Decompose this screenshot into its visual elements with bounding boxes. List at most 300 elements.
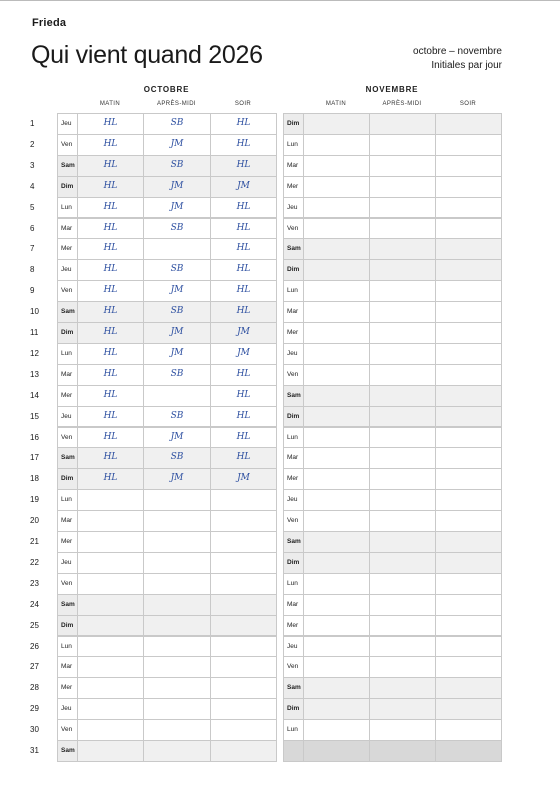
column-header: MATIN	[325, 101, 347, 107]
slot-cell[interactable]	[435, 134, 502, 156]
slot-cell[interactable]	[435, 301, 502, 323]
slot-cell[interactable]	[143, 176, 211, 198]
slot-cell[interactable]	[77, 134, 144, 156]
day-number: 19	[30, 495, 39, 505]
weekday-cell: Lun	[283, 134, 304, 156]
slot-cell[interactable]	[303, 280, 370, 302]
slot-cell[interactable]	[143, 740, 211, 762]
slot-cell[interactable]	[303, 552, 370, 574]
slot-cell[interactable]	[210, 468, 277, 490]
date-range: octobre – novembre	[413, 46, 502, 57]
weekday-cell: Mar	[283, 155, 304, 177]
weekday-cell: Jeu	[283, 343, 304, 365]
slot-cell[interactable]	[369, 176, 436, 198]
slot-cell[interactable]	[143, 489, 211, 511]
slot-cell[interactable]	[77, 740, 144, 762]
slot-cell[interactable]	[369, 698, 436, 720]
slot-cell[interactable]	[143, 113, 211, 135]
slot-cell[interactable]	[210, 698, 277, 720]
slot-cell[interactable]	[435, 468, 502, 490]
weekday-cell: Mer	[283, 176, 304, 198]
slot-cell[interactable]	[143, 385, 211, 407]
weekday-cell: Ven	[57, 719, 78, 741]
month-title: OCTOBRE	[143, 85, 190, 94]
slot-cell[interactable]	[369, 615, 436, 637]
slot-cell[interactable]	[143, 447, 211, 469]
slot-cell[interactable]	[435, 636, 502, 658]
initials: SB	[170, 159, 184, 170]
slot-cell[interactable]	[210, 740, 277, 762]
slot-cell[interactable]	[435, 238, 502, 260]
weekday-cell: Dim	[57, 322, 78, 344]
slot-cell[interactable]	[143, 406, 211, 428]
initials: SB	[170, 264, 184, 275]
slot-cell[interactable]	[210, 176, 277, 198]
slot-cell[interactable]	[369, 134, 436, 156]
initials: HL	[236, 138, 251, 149]
slot-cell[interactable]	[303, 656, 370, 678]
slot-cell[interactable]	[303, 385, 370, 407]
slot-cell[interactable]	[303, 594, 370, 616]
slot-cell[interactable]	[369, 238, 436, 260]
slot-cell[interactable]	[143, 468, 211, 490]
day-number: 15	[30, 411, 39, 421]
slot-cell[interactable]	[435, 427, 502, 449]
slot-cell[interactable]	[435, 594, 502, 616]
slot-cell[interactable]	[303, 489, 370, 511]
slot-cell[interactable]	[77, 176, 144, 198]
slot-cell[interactable]	[210, 322, 277, 344]
initials: HL	[236, 431, 251, 442]
slot-cell[interactable]	[143, 197, 211, 219]
slot-cell[interactable]	[210, 447, 277, 469]
slot-cell[interactable]	[303, 238, 370, 260]
weekday-cell: Lun	[57, 636, 78, 658]
slot-cell[interactable]	[210, 510, 277, 532]
initials: HL	[103, 222, 118, 233]
slot-cell[interactable]	[210, 531, 277, 553]
slot-cell[interactable]	[143, 594, 211, 616]
slot-cell[interactable]	[435, 698, 502, 720]
day-number: 27	[30, 662, 39, 672]
weekday-cell: Jeu	[283, 636, 304, 658]
slot-cell[interactable]	[210, 280, 277, 302]
slot-cell[interactable]	[369, 343, 436, 365]
slot-cell[interactable]	[77, 573, 144, 595]
initials: HL	[103, 180, 118, 191]
slot-cell[interactable]	[143, 259, 211, 281]
weekday-cell: Ven	[57, 573, 78, 595]
slot-cell[interactable]	[369, 677, 436, 699]
day-number: 29	[30, 704, 39, 714]
slot-cell[interactable]	[210, 259, 277, 281]
initials: HL	[236, 118, 251, 128]
slot-cell[interactable]	[77, 218, 144, 240]
weekday-cell: Lun	[283, 280, 304, 302]
day-number: 6	[30, 223, 35, 233]
slot-cell[interactable]	[369, 197, 436, 219]
slot-cell[interactable]	[435, 573, 502, 595]
initials: HL	[103, 159, 118, 170]
slot-cell[interactable]	[303, 218, 370, 240]
initials: HL	[236, 222, 251, 233]
slot-cell[interactable]	[369, 385, 436, 407]
column-header: APRÈS-MIDI	[156, 101, 196, 107]
day-number: 26	[30, 641, 39, 651]
initials: JM	[170, 327, 184, 337]
slot-cell[interactable]	[77, 406, 144, 428]
slot-cell[interactable]	[210, 573, 277, 595]
slot-cell[interactable]	[303, 510, 370, 532]
initials: SB	[170, 118, 184, 128]
slot-cell[interactable]	[77, 113, 144, 135]
weekday-cell: Dim	[283, 259, 304, 281]
weekday-cell: Lun	[283, 719, 304, 741]
slot-cell[interactable]	[210, 406, 277, 428]
slot-cell[interactable]	[303, 322, 370, 344]
slot-cell[interactable]	[210, 113, 277, 135]
page-meta	[413, 45, 502, 73]
slot-cell[interactable]	[369, 218, 436, 240]
initials: JM	[237, 180, 250, 191]
slot-cell[interactable]	[77, 155, 144, 177]
day-number: 21	[30, 537, 39, 546]
slot-cell[interactable]	[210, 636, 277, 658]
slot-cell[interactable]	[77, 238, 144, 260]
slot-cell[interactable]	[143, 615, 211, 637]
slot-cell[interactable]	[143, 531, 211, 553]
slot-cell[interactable]	[303, 406, 370, 428]
slot-cell[interactable]	[435, 489, 502, 511]
slot-cell[interactable]	[435, 343, 502, 365]
day-number: 9	[30, 286, 35, 296]
slot-cell[interactable]	[369, 552, 436, 574]
slot-cell[interactable]	[435, 740, 502, 762]
weekday-cell: Jeu	[57, 259, 78, 281]
slot-cell[interactable]	[435, 656, 502, 678]
weekday-cell: Dim	[283, 552, 304, 574]
slot-cell[interactable]	[435, 406, 502, 428]
slot-cell[interactable]	[143, 510, 211, 532]
day-number: 22	[30, 557, 39, 567]
weekday-cell: Mer	[57, 238, 78, 260]
weekday-cell: Sam	[57, 594, 78, 616]
slot-cell[interactable]	[303, 698, 370, 720]
slot-cell[interactable]	[303, 573, 370, 595]
slot-cell[interactable]	[303, 197, 370, 219]
initials: JM	[170, 347, 184, 358]
slot-cell[interactable]	[77, 552, 144, 574]
slot-cell[interactable]	[210, 197, 277, 219]
slot-cell[interactable]	[369, 301, 436, 323]
slot-cell[interactable]	[143, 719, 211, 741]
slot-cell[interactable]	[143, 218, 211, 240]
initials: HL	[236, 389, 251, 400]
weekday-cell: Mer	[57, 677, 78, 699]
slot-cell[interactable]	[77, 677, 144, 699]
day-number: 25	[30, 620, 39, 630]
slot-cell[interactable]	[77, 489, 144, 511]
slot-cell[interactable]	[143, 155, 211, 177]
slot-cell[interactable]	[435, 447, 502, 469]
slot-cell[interactable]	[369, 155, 436, 177]
slot-cell[interactable]	[210, 489, 277, 511]
slot-cell[interactable]	[303, 113, 370, 135]
initials: JM	[170, 180, 184, 191]
slot-cell[interactable]	[303, 447, 370, 469]
slot-cell[interactable]	[210, 677, 277, 699]
initials: HL	[103, 452, 118, 463]
slot-cell[interactable]	[77, 719, 144, 741]
slot-cell[interactable]	[143, 427, 211, 449]
weekday-cell: Dim	[57, 176, 78, 198]
initials: JM	[170, 285, 184, 296]
slot-cell[interactable]	[77, 322, 144, 344]
day-number: 13	[30, 369, 39, 379]
slot-cell[interactable]	[210, 656, 277, 678]
slot-cell[interactable]	[369, 573, 436, 595]
slot-cell[interactable]	[143, 552, 211, 574]
slot-cell[interactable]	[435, 677, 502, 699]
slot-cell[interactable]	[210, 385, 277, 407]
slot-cell[interactable]	[143, 134, 211, 156]
initials: JM	[170, 431, 184, 442]
slot-cell[interactable]	[303, 427, 370, 449]
slot-cell[interactable]	[435, 176, 502, 198]
initials: HL	[103, 306, 118, 317]
slot-cell[interactable]	[369, 322, 436, 344]
slot-cell[interactable]	[303, 615, 370, 637]
slot-cell[interactable]	[210, 552, 277, 574]
slot-cell[interactable]	[303, 468, 370, 490]
initials: HL	[103, 473, 118, 484]
slot-cell[interactable]	[303, 719, 370, 741]
day-number: 11	[30, 328, 39, 337]
initials: HL	[236, 285, 251, 296]
weekday-cell: Sam	[283, 677, 304, 699]
weekday-cell: Sam	[57, 740, 78, 762]
initials: SB	[170, 452, 184, 463]
weekday-cell: Dim	[283, 406, 304, 428]
weekday-cell: Sam	[283, 385, 304, 407]
day-number: 3	[30, 160, 35, 170]
initials: SB	[170, 306, 184, 317]
day-number: 2	[30, 139, 35, 149]
slot-cell[interactable]	[369, 510, 436, 532]
day-number: 5	[30, 202, 35, 212]
slot-cell[interactable]	[210, 719, 277, 741]
slot-cell[interactable]	[435, 197, 502, 219]
initials: JM	[170, 473, 184, 484]
slot-cell[interactable]	[143, 677, 211, 699]
weekday-cell: Mar	[283, 301, 304, 323]
slot-cell[interactable]	[369, 594, 436, 616]
slot-cell[interactable]	[303, 364, 370, 386]
slot-cell[interactable]	[303, 259, 370, 281]
slot-cell[interactable]	[143, 364, 211, 386]
slot-cell[interactable]	[369, 427, 436, 449]
slot-cell[interactable]	[435, 615, 502, 637]
slot-cell[interactable]	[143, 656, 211, 678]
slot-cell[interactable]	[210, 155, 277, 177]
slot-cell[interactable]	[435, 510, 502, 532]
weekday-cell: Ven	[283, 510, 304, 532]
slot-cell[interactable]	[143, 636, 211, 658]
day-number: 31	[30, 746, 39, 755]
slot-cell[interactable]	[369, 719, 436, 741]
day-number: 30	[30, 725, 39, 735]
initials: JM	[170, 201, 184, 212]
slot-cell[interactable]	[77, 427, 144, 449]
weekday-cell: Ven	[57, 427, 78, 449]
initials: HL	[103, 368, 118, 379]
slot-cell[interactable]	[210, 238, 277, 260]
slot-cell[interactable]	[369, 447, 436, 469]
column-header: SOIR	[459, 101, 477, 107]
weekday-cell: Mer	[283, 615, 304, 637]
initials: HL	[103, 389, 118, 400]
weekday-cell: Dim	[283, 113, 304, 135]
weekday-cell: Lun	[283, 573, 304, 595]
initials: HL	[103, 410, 118, 421]
slot-cell[interactable]	[143, 301, 211, 323]
slot-cell[interactable]	[77, 615, 144, 637]
day-number: 14	[30, 390, 39, 400]
slot-cell[interactable]	[210, 615, 277, 637]
initials: JM	[170, 138, 184, 149]
page-subtitle: Initiales par jour	[431, 60, 502, 71]
weekday-cell: Dim	[57, 468, 78, 490]
initials: HL	[236, 201, 251, 212]
weekday-cell: Sam	[57, 155, 78, 177]
slot-cell[interactable]	[143, 238, 211, 260]
initials: SB	[170, 368, 184, 379]
slot-cell[interactable]	[303, 740, 370, 762]
initials: HL	[236, 368, 251, 379]
slot-cell[interactable]	[77, 197, 144, 219]
slot-cell[interactable]	[143, 698, 211, 720]
slot-cell[interactable]	[303, 636, 370, 658]
slot-cell[interactable]	[435, 155, 502, 177]
weekday-cell: Mar	[283, 447, 304, 469]
slot-cell[interactable]	[435, 218, 502, 240]
slot-cell[interactable]	[435, 322, 502, 344]
weekday-cell: Mar	[283, 594, 304, 616]
slot-cell[interactable]	[77, 447, 144, 469]
slot-cell[interactable]	[435, 719, 502, 741]
slot-cell[interactable]	[210, 427, 277, 449]
slot-cell[interactable]	[77, 531, 144, 553]
slot-cell[interactable]	[210, 301, 277, 323]
slot-cell[interactable]	[369, 531, 436, 553]
initials: HL	[103, 347, 118, 358]
slot-cell[interactable]	[369, 280, 436, 302]
slot-cell[interactable]	[77, 259, 144, 281]
initials: HL	[103, 118, 118, 128]
slot-cell[interactable]	[210, 134, 277, 156]
slot-cell[interactable]	[77, 510, 144, 532]
slot-cell[interactable]	[77, 280, 144, 302]
weekday-cell: Ven	[57, 280, 78, 302]
slot-cell[interactable]	[369, 656, 436, 678]
day-number: 18	[30, 474, 39, 484]
weekday-cell: Mar	[57, 364, 78, 386]
slot-cell[interactable]	[369, 364, 436, 386]
slot-cell[interactable]	[143, 343, 211, 365]
initials: HL	[103, 264, 118, 275]
initials: HL	[103, 431, 118, 442]
slot-cell[interactable]	[435, 113, 502, 135]
slot-cell[interactable]	[303, 343, 370, 365]
slot-cell[interactable]	[77, 468, 144, 490]
initials: HL	[103, 138, 118, 149]
slot-cell[interactable]	[143, 322, 211, 344]
slot-cell[interactable]	[435, 259, 502, 281]
day-number: 8	[30, 265, 35, 275]
initials: HL	[236, 159, 251, 170]
weekday-cell: Ven	[283, 656, 304, 678]
slot-cell[interactable]	[435, 364, 502, 386]
slot-cell[interactable]	[77, 656, 144, 678]
day-number: 12	[30, 348, 39, 358]
slot-cell[interactable]	[210, 364, 277, 386]
slot-cell[interactable]	[77, 385, 144, 407]
slot-cell[interactable]	[210, 594, 277, 616]
slot-cell[interactable]	[303, 176, 370, 198]
slot-cell[interactable]	[369, 406, 436, 428]
initials: HL	[103, 201, 118, 212]
slot-cell[interactable]	[369, 259, 436, 281]
slot-cell[interactable]	[369, 113, 436, 135]
weekday-cell	[283, 740, 304, 762]
weekday-cell: Ven	[283, 364, 304, 386]
slot-cell[interactable]	[369, 740, 436, 762]
initials: HL	[103, 243, 118, 254]
slot-cell[interactable]	[143, 280, 211, 302]
weekday-cell: Lun	[57, 489, 78, 511]
slot-cell[interactable]	[77, 364, 144, 386]
slot-cell[interactable]	[143, 573, 211, 595]
slot-cell[interactable]	[369, 489, 436, 511]
slot-cell[interactable]	[77, 343, 144, 365]
initials: HL	[103, 327, 118, 337]
slot-cell[interactable]	[435, 552, 502, 574]
weekday-cell: Mar	[57, 656, 78, 678]
day-number: 28	[30, 683, 39, 693]
slot-cell[interactable]	[303, 531, 370, 553]
slot-cell[interactable]	[303, 155, 370, 177]
initials: JM	[237, 473, 250, 484]
slot-cell[interactable]	[435, 531, 502, 553]
initials: JM	[237, 327, 250, 337]
slot-cell[interactable]	[210, 343, 277, 365]
slot-cell[interactable]	[210, 218, 277, 240]
slot-cell[interactable]	[369, 468, 436, 490]
slot-cell[interactable]	[303, 677, 370, 699]
slot-cell[interactable]	[77, 594, 144, 616]
slot-cell[interactable]	[77, 698, 144, 720]
slot-cell[interactable]	[435, 385, 502, 407]
slot-cell[interactable]	[435, 280, 502, 302]
initials: SB	[170, 222, 184, 233]
slot-cell[interactable]	[77, 636, 144, 658]
slot-cell[interactable]	[303, 134, 370, 156]
slot-cell[interactable]	[77, 301, 144, 323]
slot-cell[interactable]	[369, 636, 436, 658]
weekday-cell: Jeu	[283, 197, 304, 219]
weekday-cell: Jeu	[57, 406, 78, 428]
slot-cell[interactable]	[303, 301, 370, 323]
